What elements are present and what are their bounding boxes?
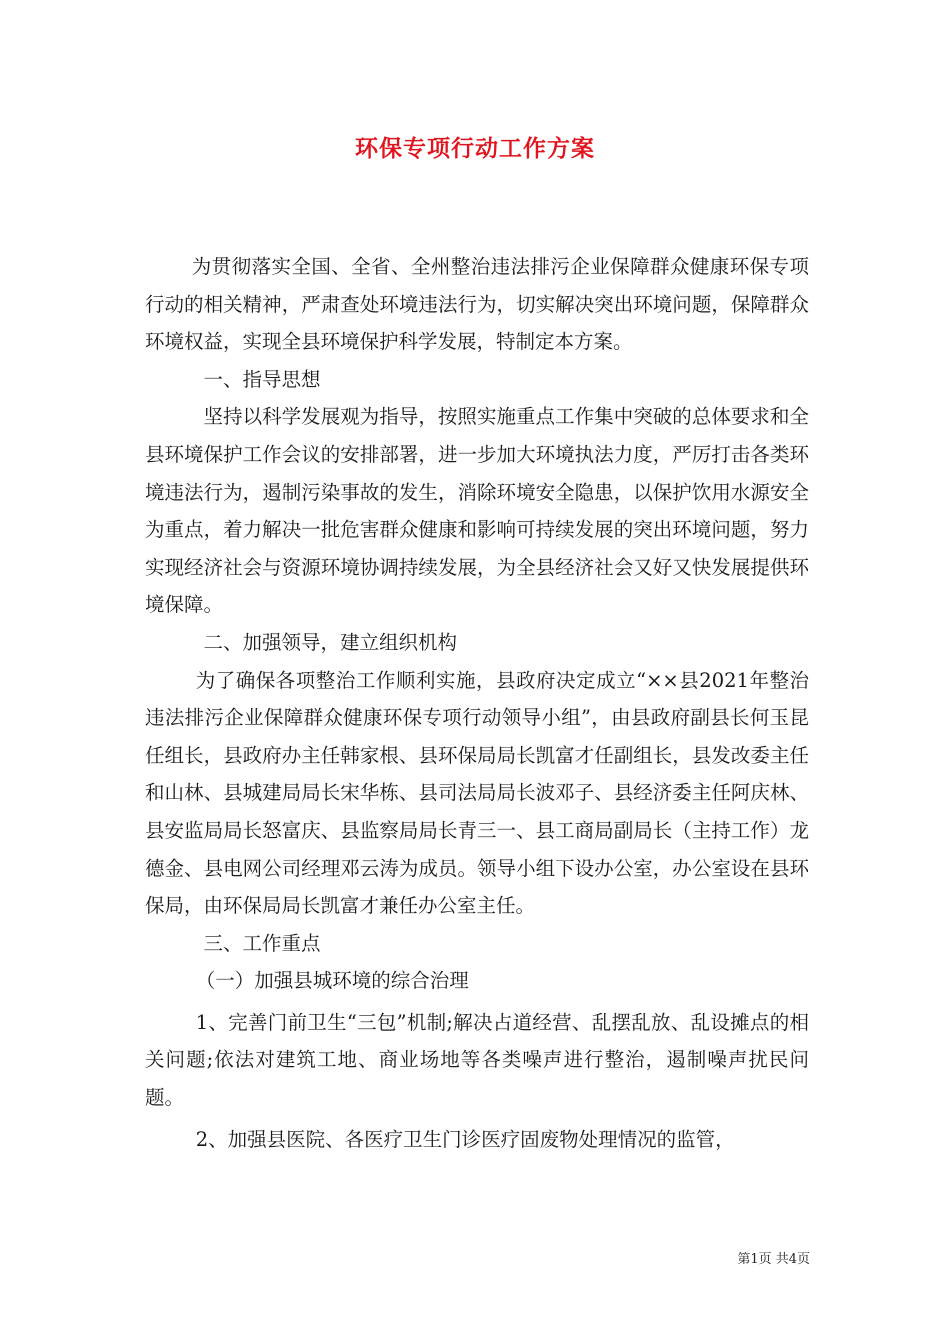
intro-paragraph: 为贯彻落实全国、全省、全州整治违法排污企业保障群众健康环保专项行动的相关精神，严肃查处环境违法行为，切实解决突出环境问题，保障群众环境权益，实现全县环境保护科学发展，特制定本方案。 bbox=[145, 255, 809, 354]
paragraph-guiding-ideology: 坚持以科学发展观为指导，按照实施重点工作集中突破的总体要求和全县环境保护工作会议的安排部署，进一步加大环境执法力度，严厉打击各类环境违法行为，遏制污染事故的发生，消除环境安全隐患，以保护饮用水源安全为重点，着力解决一批危害群众健康和影响可持续发展的突出环境问题，努力实现经济社会与资源环境协调持续发展，为全县经济社会又好又快发展提供环境保障。 bbox=[145, 405, 809, 617]
document-body bbox=[145, 248, 809, 1158]
paragraph-leadership: 为了确保各项整治工作顺利实施，县政府决定成立“××县2021年整治违法排污企业保障群众健康环保专项行动领导小组”，由县政府副县长何玉昆任组长，县政府办主任韩家根、县环保局局长凯富才任副组长，县发改委主任和山林、县城建局局长宋华栋、县司法局局长波邓子、县经济委主任阿庆林、县安监局局长怒富庆、县监察局局长青三一、县工商局副局长（主持工作）龙德金、县电网公司经理邓云涛为成员。领导小组下设办公室，办公室设在县环保局，由环保局局长凯富才兼任办公室主任。 bbox=[145, 668, 809, 918]
list-item-1: 1、完善门前卫生“三包”机制;解决占道经营、乱摆乱放、乱设摊点的相关问题;依法对建筑工地、商业场地等各类噪声进行整治，遏制噪声扰民问题。 bbox=[145, 1010, 809, 1110]
subsection-heading-1: （一）加强县城环境的综合治理 bbox=[195, 969, 469, 993]
section-heading-2: 二、加强领导，建立组织机构 bbox=[203, 630, 458, 654]
section-heading-3: 三、工作重点 bbox=[203, 931, 321, 955]
list-item-2: 2、加强县医院、各医疗卫生门诊医疗固废物处理情况的监管， bbox=[195, 1127, 735, 1151]
document-title: 环保专项行动工作方案 bbox=[355, 135, 595, 162]
section-heading-1: 一、指导思想 bbox=[203, 367, 321, 391]
page-number: 第1页 共4页 bbox=[737, 1252, 810, 1267]
